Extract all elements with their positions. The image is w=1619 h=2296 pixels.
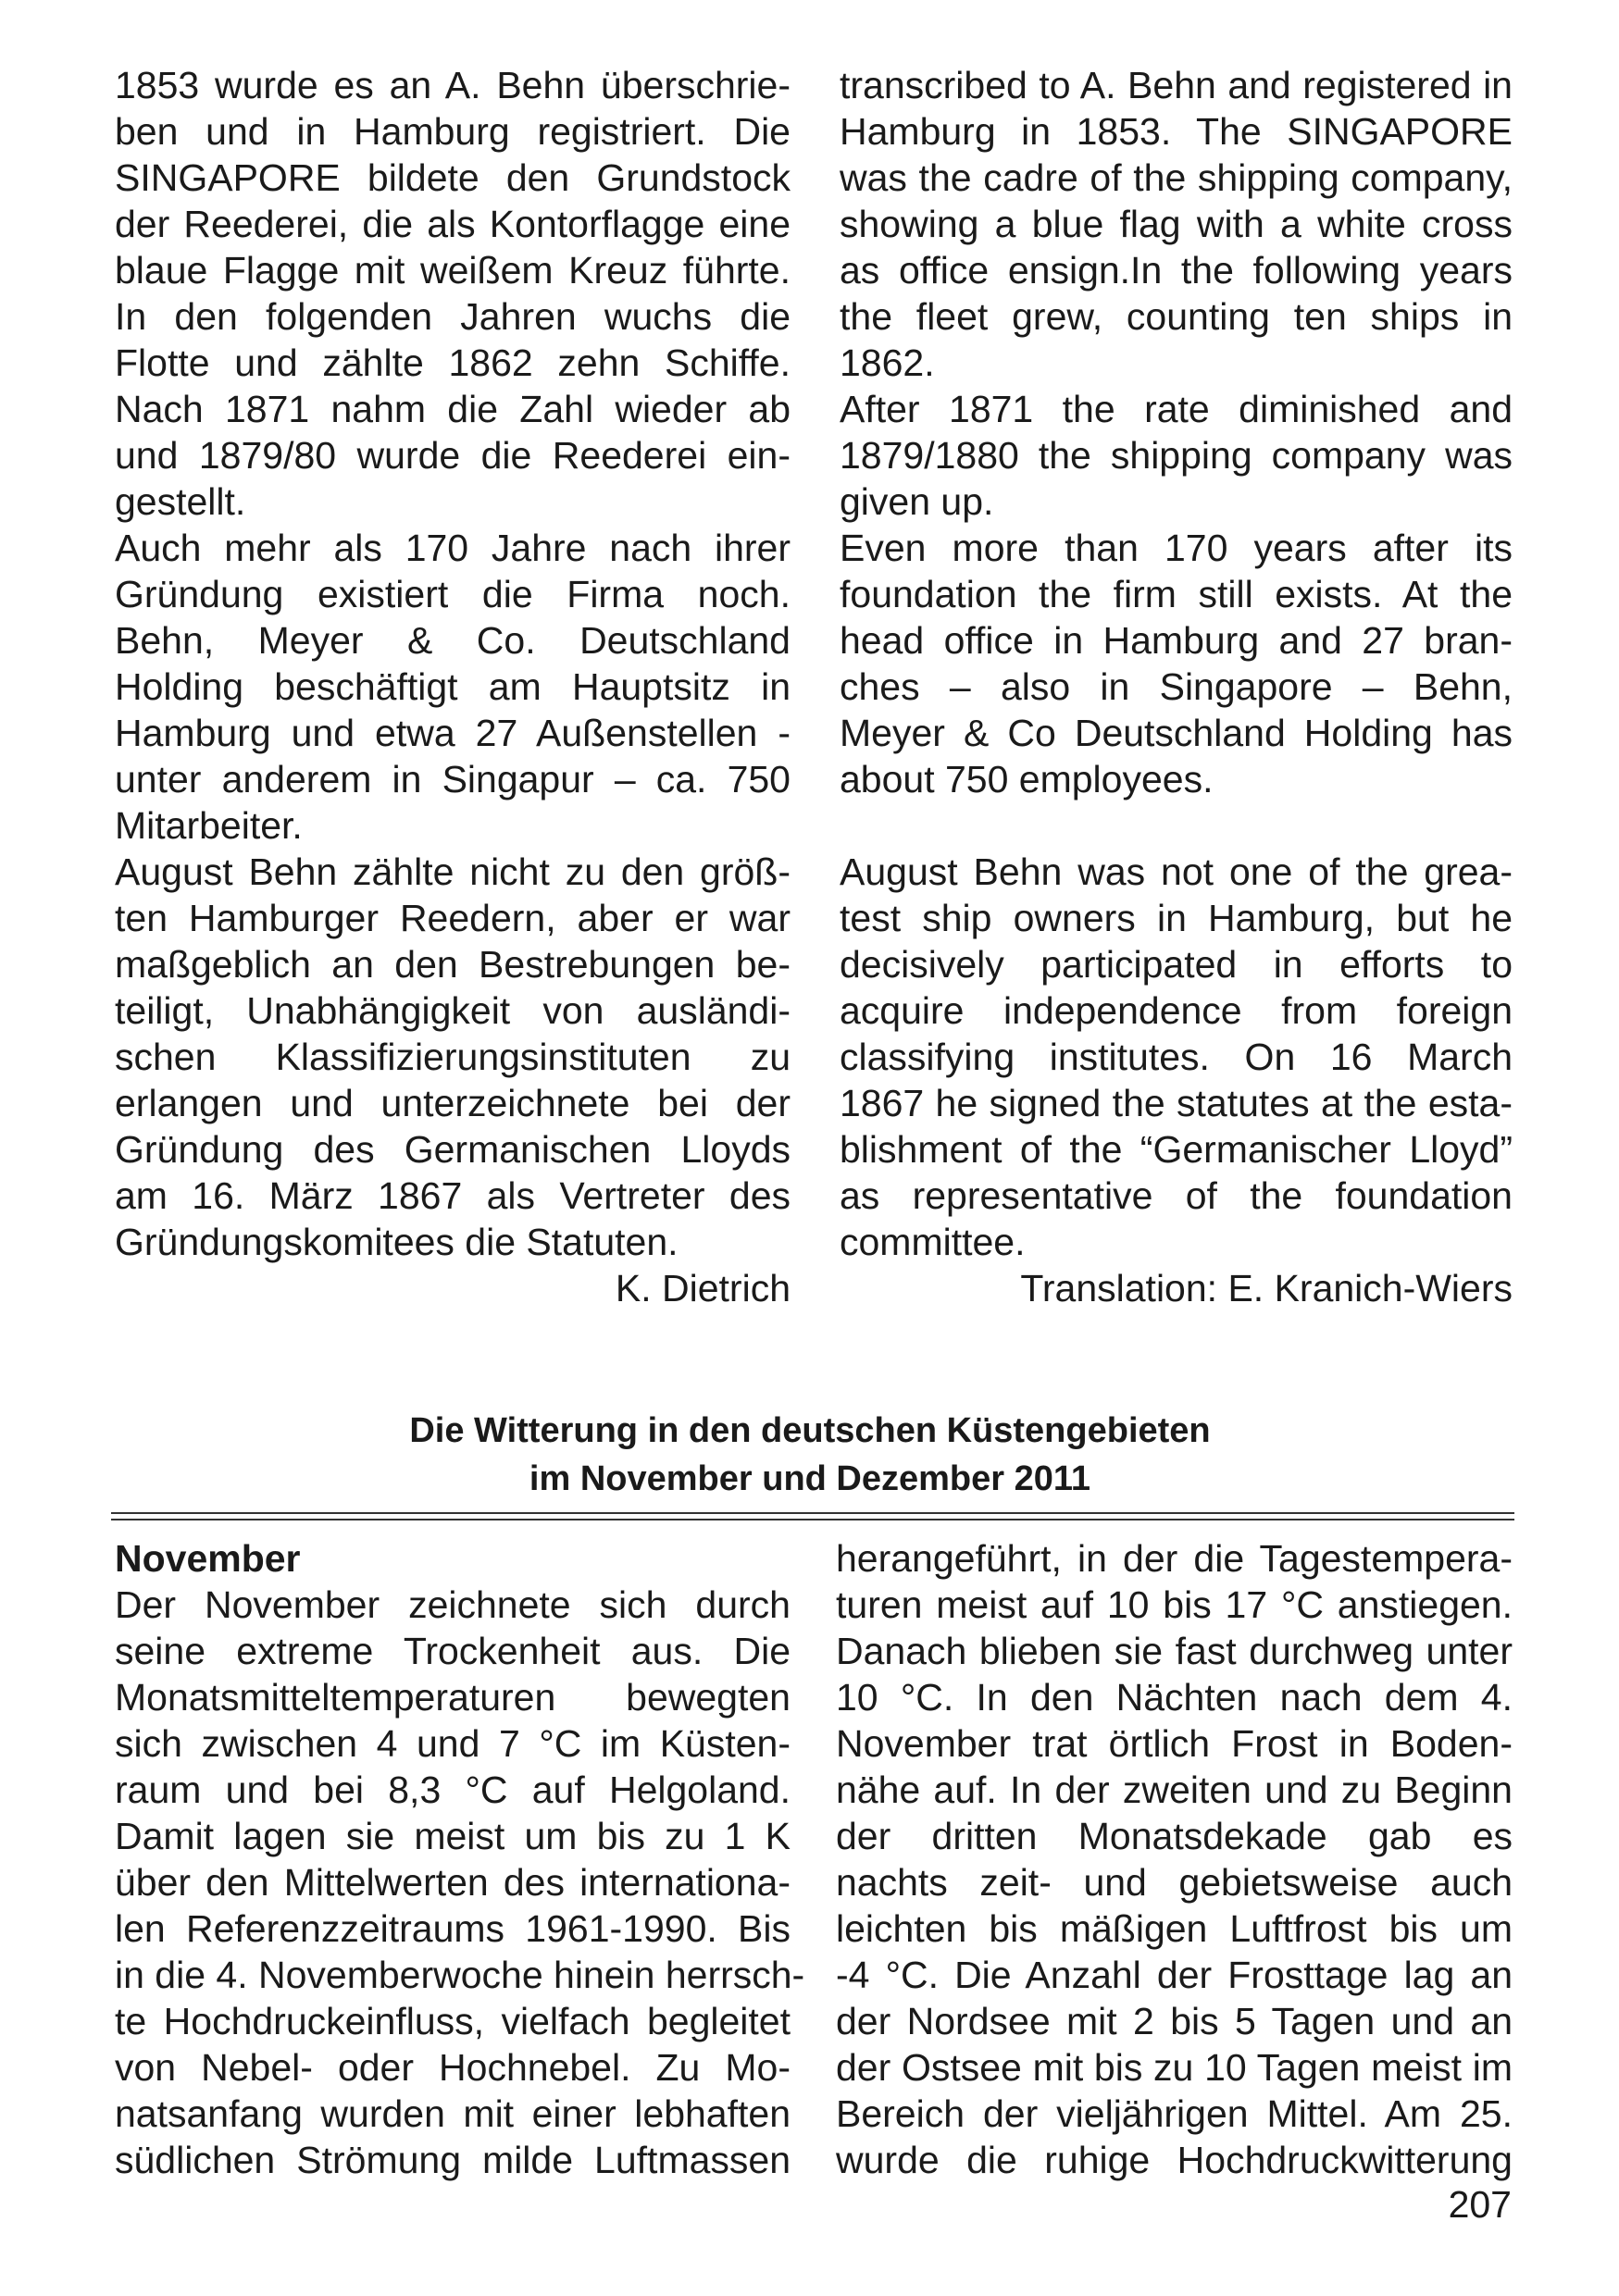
text-line: 10 °C. In den Nächten nach dem 4. bbox=[836, 1676, 1513, 1719]
text-line: 1853 wurde es an A. Behn überschrie- bbox=[115, 64, 791, 106]
weather-title-line-2: im November und Dezember 2011 bbox=[529, 1459, 1091, 1498]
text-line: Even more than 170 years after its bbox=[840, 527, 1513, 569]
text-line: head office in Hamburg and 27 bran- bbox=[840, 619, 1513, 662]
text-line: ben und in Hamburg registriert. Die bbox=[115, 110, 791, 153]
text-line: Nach 1871 nahm die Zahl wieder ab bbox=[115, 388, 791, 430]
text-line: Gründung existiert die Firma noch. bbox=[115, 573, 791, 615]
text-line: len Referenzzeitraums 1961-1990. Bis bbox=[115, 1907, 791, 1950]
text-line: südlichen Strömung milde Luftmassen bbox=[115, 2139, 791, 2181]
text-line: 1879/1880 the shipping company was bbox=[840, 434, 1513, 477]
weather-left-column bbox=[115, 1535, 805, 2183]
text-line: Flotte und zählte 1862 zehn Schiffe. bbox=[115, 341, 791, 384]
text-line: leichten bis mäßigen Luftfrost bis um bbox=[836, 1907, 1513, 1950]
text-line: test ship owners in Hamburg, but he bbox=[840, 897, 1513, 939]
text-line: erlangen und unterzeichnete bei der bbox=[115, 1082, 791, 1124]
text-line: unter anderem in Singapur – ca. 750 bbox=[115, 758, 791, 800]
text-line: Auch mehr als 170 Jahre nach ihrer bbox=[115, 527, 791, 569]
text-line: gestellt. bbox=[115, 480, 246, 523]
text-line: Mitarbeiter. bbox=[115, 804, 303, 847]
text-line: nähe auf. In der zweiten und zu Beginn bbox=[836, 1769, 1513, 1811]
text-line: foundation the firm still exists. At the bbox=[840, 573, 1513, 615]
text-line: 1862. bbox=[840, 341, 935, 384]
text-line: über den Mittelwerten des internationa- bbox=[115, 1861, 791, 1904]
weather-right-column bbox=[836, 1535, 1513, 2183]
text-line: 1867 he signed the statutes at the esta- bbox=[840, 1082, 1513, 1124]
text-line: der Ostsee mit bis zu 10 Tagen meist im bbox=[836, 2046, 1513, 2089]
article-german-column bbox=[115, 62, 791, 1311]
article-english-column bbox=[840, 62, 1513, 1311]
text-line: schen Klassifizierungsinstituten zu bbox=[115, 1036, 791, 1078]
text-line: natsanfang wurden mit einer lebhaften bbox=[115, 2092, 791, 2135]
text-line: Hamburg und etwa 27 Außenstellen - bbox=[115, 712, 791, 754]
text-line: der Reederei, die als Kontorflagge eine bbox=[115, 203, 791, 245]
text-line: Gründung des Germanischen Lloyds bbox=[115, 1128, 791, 1171]
text-line: herangeführt, in der die Tagestempera- bbox=[836, 1537, 1513, 1580]
section-rule-bottom bbox=[111, 1519, 1514, 1520]
text-line: Danach blieben sie fast durchweg unter bbox=[836, 1630, 1513, 1672]
weather-title-line-1: Die Witterung in den deutschen Küstengebieten bbox=[409, 1411, 1211, 1450]
text-line: blishment of the “Germanischer Lloyd” bbox=[840, 1128, 1513, 1171]
text-line: Damit lagen sie meist um bis zu 1 K bbox=[115, 1815, 791, 1857]
text-line: After 1871 the rate diminished and bbox=[840, 388, 1513, 430]
text-line: Behn, Meyer & Co. Deutschland bbox=[115, 619, 791, 662]
text-line: Gründungskomitees die Statuten. bbox=[115, 1221, 679, 1263]
paragraph-gap bbox=[840, 802, 1513, 849]
text-line: -4 °C. Die Anzahl der Frosttage lag an bbox=[836, 1954, 1513, 1996]
text-line: about 750 employees. bbox=[840, 758, 1214, 800]
text-line: ten Hamburger Reedern, aber er war bbox=[115, 897, 791, 939]
text-line: turen meist auf 10 bis 17 °C anstiegen. bbox=[836, 1583, 1513, 1626]
text-line: committee. bbox=[840, 1221, 1026, 1263]
text-line: raum und bei 8,3 °C auf Helgoland. bbox=[115, 1769, 791, 1811]
text-line: was the cadre of the shipping company, bbox=[840, 156, 1513, 199]
text-line: as representative of the foundation bbox=[840, 1174, 1513, 1217]
text-line: seine extreme Trockenheit aus. Die bbox=[115, 1630, 791, 1672]
text-line: Der November zeichnete sich durch bbox=[115, 1583, 791, 1626]
text-line: acquire independence from foreign bbox=[840, 989, 1513, 1032]
text-line: Hamburg in 1853. The SINGAPORE bbox=[840, 110, 1513, 153]
text-line: ches – also in Singapore – Behn, bbox=[840, 665, 1513, 708]
text-line: und 1879/80 wurde die Reederei ein- bbox=[115, 434, 791, 477]
text-line: der dritten Monatsdekade gab es bbox=[836, 1815, 1513, 1857]
signature-author: K. Dietrich bbox=[615, 1267, 791, 1309]
text-line: blaue Flagge mit weißem Kreuz führte. bbox=[115, 249, 791, 292]
text-line: Holding beschäftigt am Hauptsitz in bbox=[115, 665, 791, 708]
text-line: given up. bbox=[840, 480, 994, 523]
text-line: November trat örtlich Frost in Boden- bbox=[836, 1722, 1513, 1765]
signature-translator: Translation: E. Kranich-Wiers bbox=[1020, 1267, 1513, 1309]
text-line: SINGAPORE bildete den Grundstock bbox=[115, 156, 791, 199]
text-line: August Behn was not one of the grea- bbox=[840, 850, 1513, 893]
text-line: decisively participated in efforts to bbox=[840, 943, 1513, 986]
text-line: sich zwischen 4 und 7 °C im Küsten- bbox=[115, 1722, 791, 1765]
text-line: August Behn zählte nicht zu den größ- bbox=[115, 850, 791, 893]
text-line: transcribed to A. Behn and registered in bbox=[840, 64, 1513, 106]
page-number: 207 bbox=[1448, 2183, 1512, 2226]
text-line: as office ensign.In the following years bbox=[840, 249, 1513, 292]
text-line: nachts zeit- und gebietsweise auch bbox=[836, 1861, 1513, 1904]
text-line: von Nebel- oder Hochnebel. Zu Mo- bbox=[115, 2046, 791, 2089]
text-line: der Nordsee mit 2 bis 5 Tagen und an bbox=[836, 2000, 1513, 2042]
text-line: te Hochdruckeinfluss, vielfach begleitet bbox=[115, 2000, 791, 2042]
text-line: maßgeblich an den Bestrebungen be- bbox=[115, 943, 791, 986]
section-heading-november: November bbox=[115, 1537, 301, 1580]
text-line: Monatsmitteltemperaturen bewegten bbox=[115, 1676, 791, 1719]
text-line: teiligt, Unabhängigkeit von ausländi- bbox=[115, 989, 791, 1032]
text-line: am 16. März 1867 als Vertreter des bbox=[115, 1174, 791, 1217]
text-line: Bereich der vieljährigen Mittel. Am 25. bbox=[836, 2092, 1513, 2135]
section-rule-top bbox=[111, 1512, 1514, 1514]
text-line: in die 4. Novemberwoche hinein herrsch- bbox=[115, 1954, 805, 1996]
text-line: showing a blue flag with a white cross bbox=[840, 203, 1513, 245]
weather-section-title bbox=[111, 1407, 1509, 1503]
text-line: In den folgenden Jahren wuchs die bbox=[115, 295, 791, 338]
text-line: Meyer & Co Deutschland Holding has bbox=[840, 712, 1513, 754]
text-line: classifying institutes. On 16 March bbox=[840, 1036, 1513, 1078]
text-line: the fleet grew, counting ten ships in bbox=[840, 295, 1513, 338]
text-line: wurde die ruhige Hochdruckwitterung bbox=[836, 2139, 1513, 2181]
